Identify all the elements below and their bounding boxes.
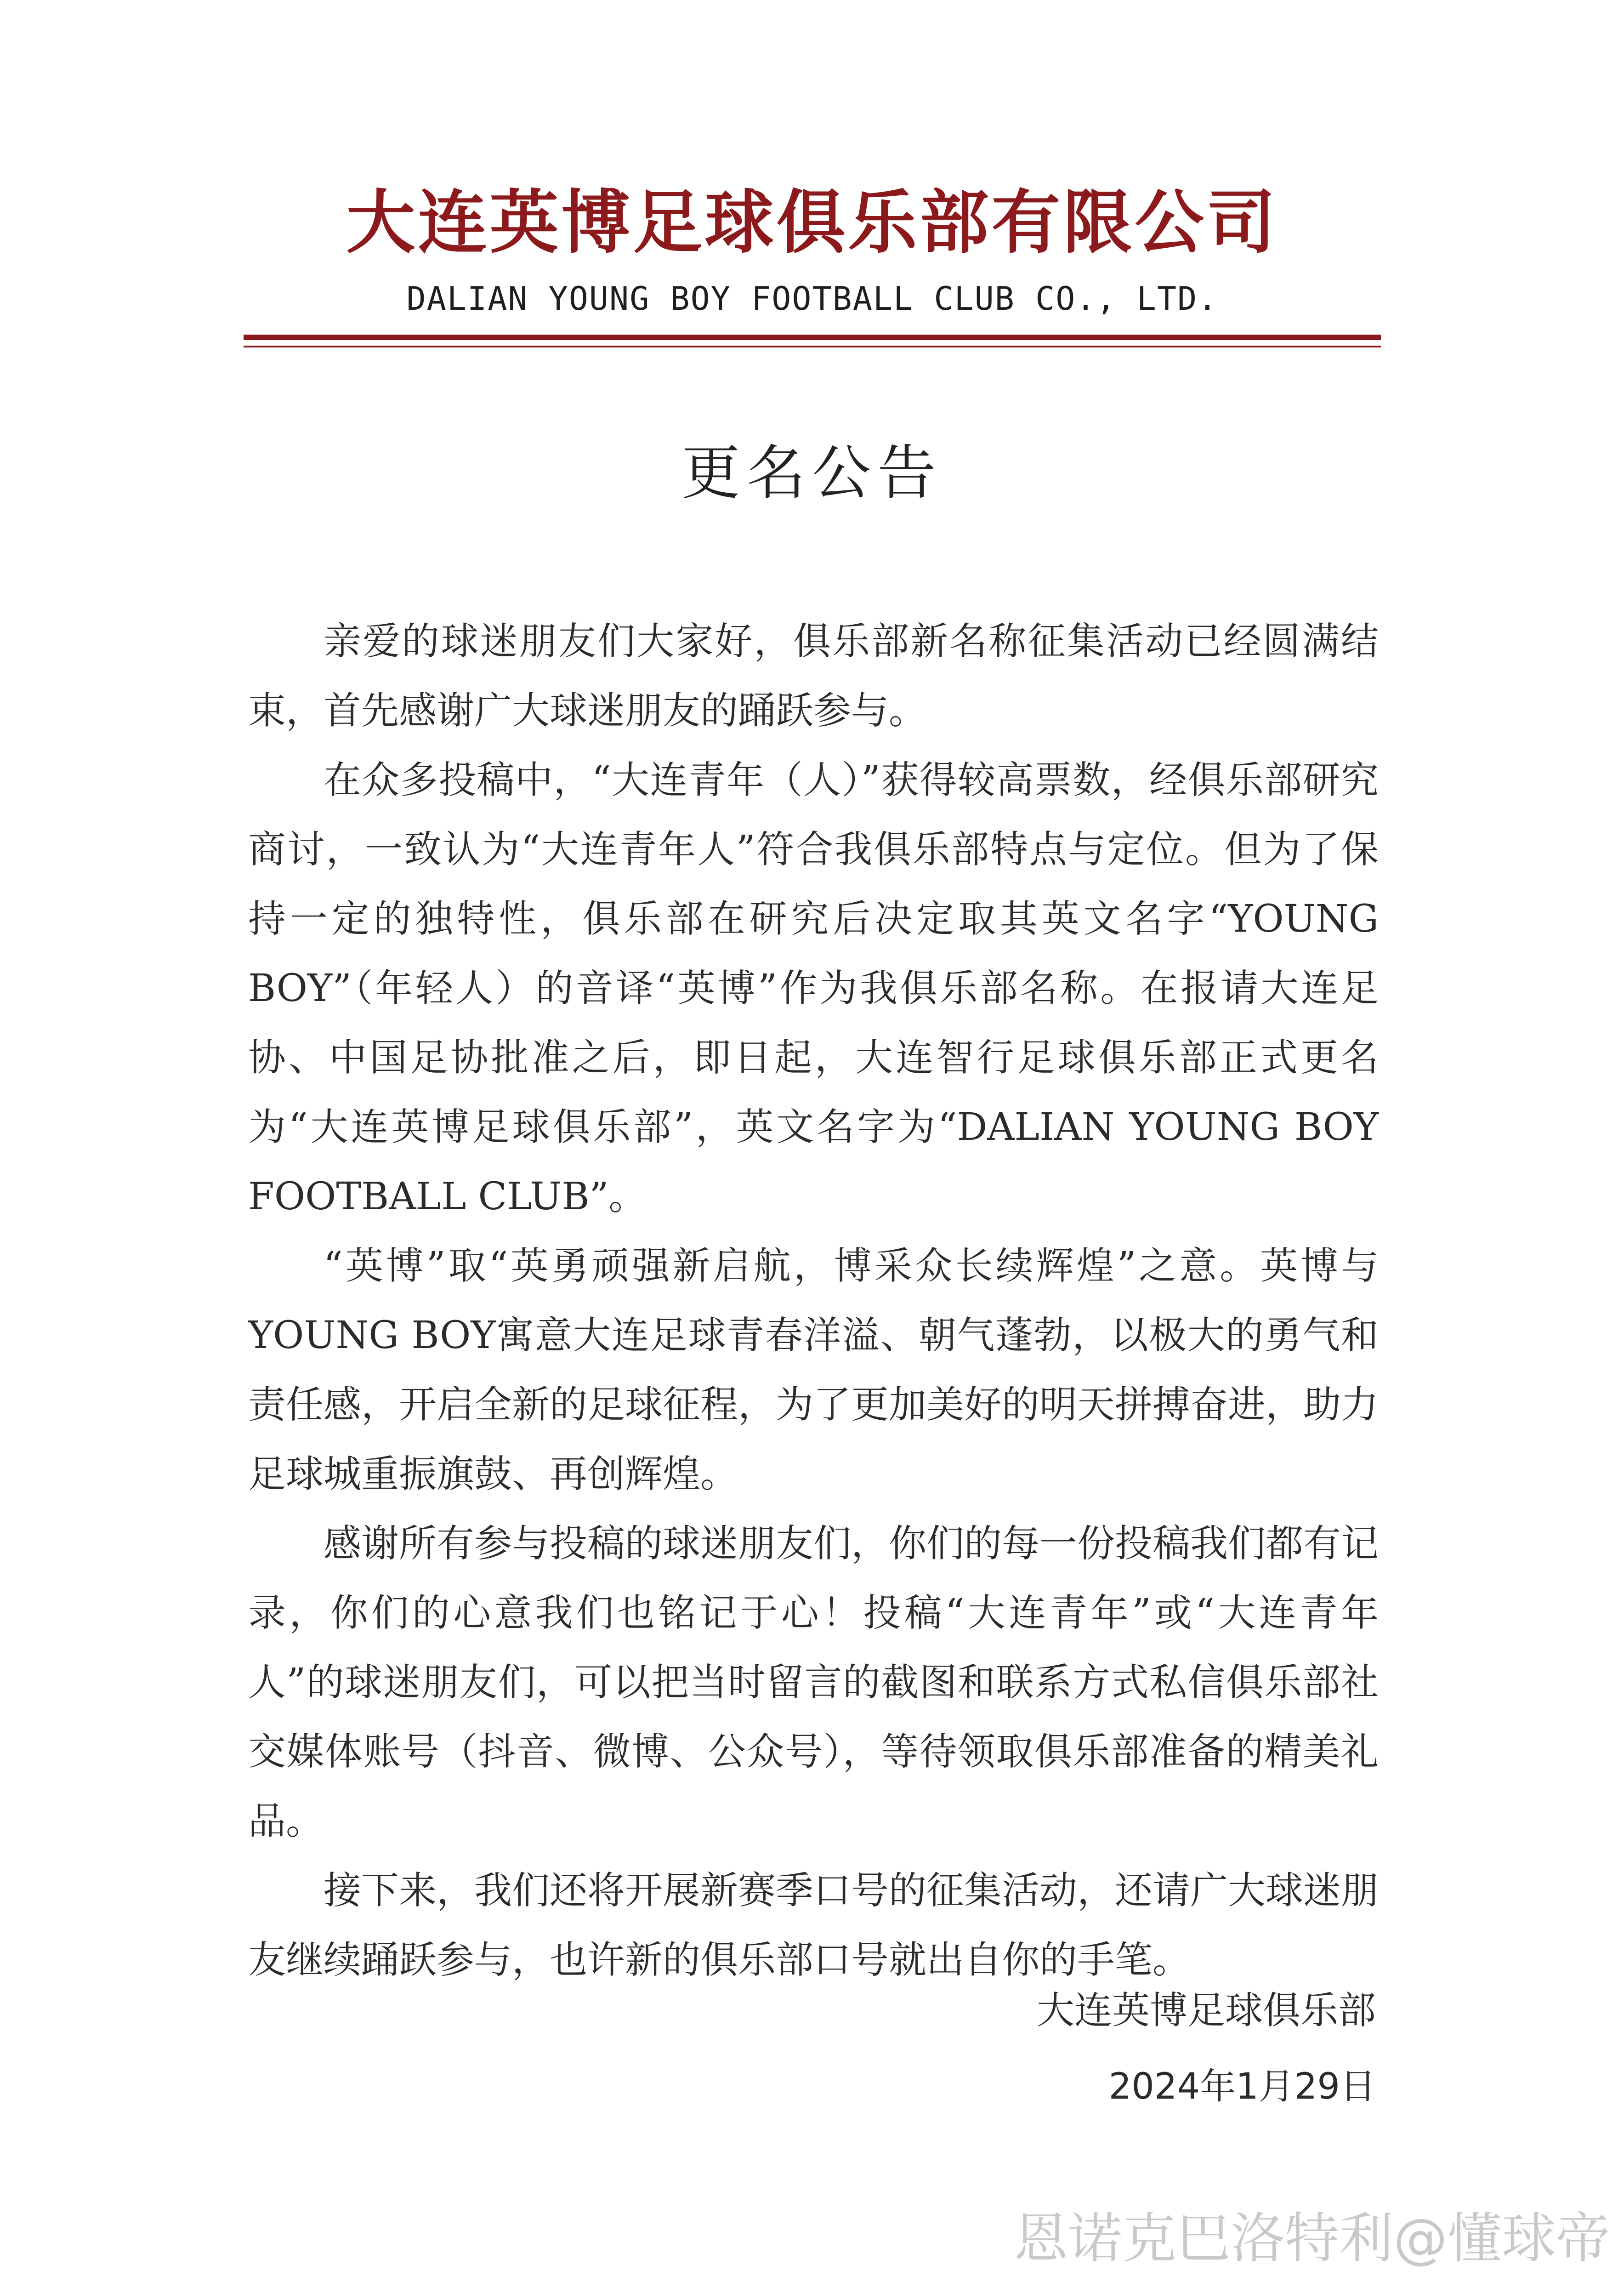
letterhead [244, 184, 1381, 319]
body-paragraph: 接下来，我们还将开展新赛季口号的征集活动，还请广大球迷朋友继续踊跃参与，也许新的俱乐部口号就出自你的手笔。 [248, 1869, 1379, 1982]
company-name-chinese: 大连英博足球俱乐部有限公司 [346, 183, 1278, 263]
body-paragraph: 在众多投稿中，“大连青年（人）”获得较高票数，经俱乐部研究商讨，一致认为“大连青年人”符合我俱乐部特点与定位。但为了保持一定的独特性，俱乐部在研究后决定取其英文名字“YOUNG BOY”（年轻人）的音译“英博”作为我俱乐部名称。在报请大连足协、中国足协批准之后，即日起，大连智行足球俱乐部正式更名为“大连英博足球俱乐部”，英文名字为“DALIAN YOUNG BOY FOOTBALL CLUB”。 [248, 758, 1379, 1218]
company-name-english: DALIAN YOUNG BOY FOOTBALL CLUB CO., LTD. [406, 280, 1218, 318]
signature-organization: 大连英博足球俱乐部 [1036, 1989, 1376, 2032]
notice-body [248, 607, 1379, 1995]
notice-title: 更名公告 [681, 439, 943, 507]
body-paragraph: 亲爱的球迷朋友们大家好，俱乐部新名称征集活动已经圆满结束，首先感谢广大球迷朋友的踊跃参与。 [248, 620, 1379, 733]
signature-date: 2024年1月29日 [1108, 2066, 1376, 2107]
letterhead-divider-thick [244, 335, 1381, 340]
letterhead-divider-thin [244, 346, 1381, 347]
body-paragraph: 感谢所有参与投稿的球迷朋友们，你们的每一份投稿我们都有记录，你们的心意我们也铭记于心！投稿“大连青年”或“大连青年人”的球迷朋友们，可以把当时留言的截图和联系方式私信俱乐部社交媒体账号（抖音、微博、公众号），等待领取俱乐部准备的精美礼品。 [248, 1522, 1379, 1843]
body-paragraph: “英博”取“英勇顽强新启航，博采众长续辉煌”之意。英博与YOUNG BOY寓意大连足球青春洋溢、朝气蓬勃，以极大的勇气和责任感，开启全新的足球征程，为了更加美好的明天拼搏奋进，助力足球城重振旗鼓、再创辉煌。 [248, 1244, 1379, 1496]
watermark: 恩诺克巴洛特利@懂球帝 [1013, 2207, 1610, 2270]
